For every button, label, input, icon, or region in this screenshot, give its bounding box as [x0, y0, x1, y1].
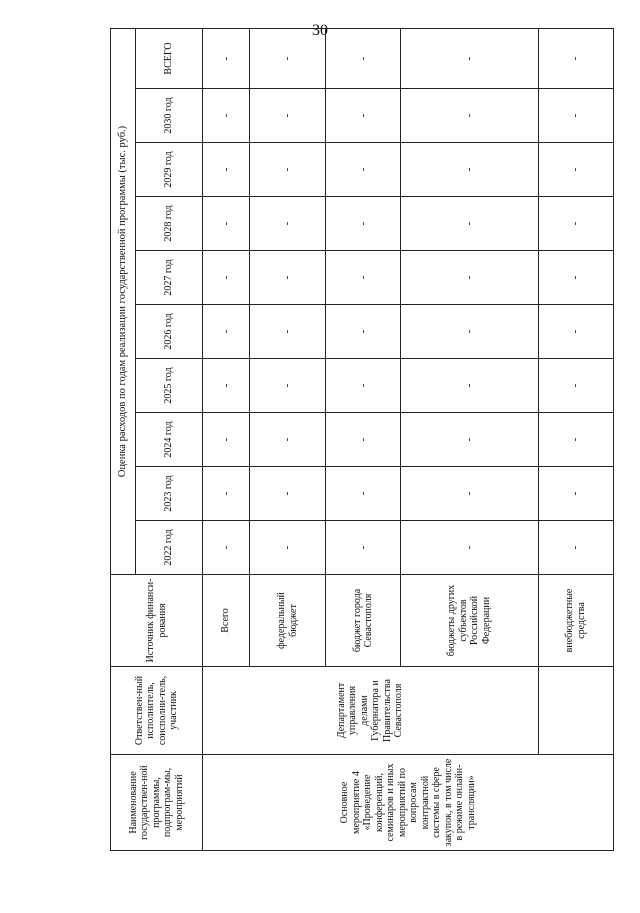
value-cell: -	[250, 89, 325, 143]
value-cell: -	[538, 521, 613, 575]
value-cell: -	[325, 143, 400, 197]
total-cell: -	[538, 28, 613, 88]
value-cell: -	[401, 359, 538, 413]
value-cell: -	[250, 305, 325, 359]
total-cell: -	[250, 28, 325, 88]
budget-table-rotated	[110, 42, 614, 851]
value-cell: -	[203, 143, 250, 197]
value-cell: -	[401, 197, 538, 251]
total-cell: -	[203, 28, 250, 88]
value-cell: -	[401, 467, 538, 521]
source-cell: бюджеты других субъектов Российской Федерации	[401, 575, 538, 667]
value-cell: -	[203, 305, 250, 359]
value-cell: -	[250, 467, 325, 521]
event-name-cell: Основное мероприятие 4 «Проведение конференций, семинаров и иных мероприятий по вопросам контрактной системы в сфере закупок, в том числе в режиме онлайн-трансляции»	[203, 755, 614, 851]
value-cell: -	[538, 89, 613, 143]
header-year: 2024 год	[136, 413, 203, 467]
value-cell: -	[325, 467, 400, 521]
header-source: Источник финанси-рования	[111, 575, 203, 667]
value-cell: -	[401, 251, 538, 305]
value-cell: -	[250, 197, 325, 251]
table-row	[538, 28, 613, 850]
value-cell: -	[401, 521, 538, 575]
value-cell: -	[325, 89, 400, 143]
header-year: 2026 год	[136, 305, 203, 359]
value-cell: -	[538, 359, 613, 413]
value-cell: -	[203, 467, 250, 521]
value-cell: -	[401, 413, 538, 467]
total-cell: -	[325, 28, 400, 88]
total-cell: -	[401, 28, 538, 88]
value-cell: -	[250, 359, 325, 413]
header-responsible: Ответствен-ный исполнитель, соисполни-тель, участник	[111, 667, 203, 755]
header-year: 2023 год	[136, 467, 203, 521]
source-cell: Всего	[203, 575, 250, 667]
value-cell: -	[203, 251, 250, 305]
header-year: 2028 год	[136, 197, 203, 251]
value-cell: -	[325, 305, 400, 359]
header-year: 2025 год	[136, 359, 203, 413]
header-year: 2027 год	[136, 251, 203, 305]
header-row-group	[111, 28, 136, 850]
value-cell: -	[250, 143, 325, 197]
responsible-empty-cell	[538, 667, 613, 755]
value-cell: -	[203, 413, 250, 467]
value-cell: -	[203, 359, 250, 413]
value-cell: -	[325, 521, 400, 575]
value-cell: -	[203, 89, 250, 143]
source-cell: бюджет города Севастополя	[325, 575, 400, 667]
source-cell: федеральный бюджет	[250, 575, 325, 667]
value-cell: -	[538, 413, 613, 467]
value-cell: -	[538, 197, 613, 251]
header-name: Наименование государствен-ной программы, подпрограм-мы, мероприятий	[111, 755, 203, 851]
value-cell: -	[401, 143, 538, 197]
value-cell: -	[325, 251, 400, 305]
value-cell: -	[250, 251, 325, 305]
value-cell: -	[538, 143, 613, 197]
value-cell: -	[250, 521, 325, 575]
page-number: 30	[312, 22, 328, 39]
source-cell: внебюджетные средства	[538, 575, 613, 667]
value-cell: -	[538, 467, 613, 521]
value-cell: -	[325, 413, 400, 467]
header-year: 2030 год	[136, 89, 203, 143]
value-cell: -	[203, 521, 250, 575]
header-expenses-group: Оценка расходов по годам реализации государственной программы (тыс. руб.)	[111, 28, 136, 574]
value-cell: -	[325, 359, 400, 413]
budget-table	[110, 28, 614, 851]
value-cell: -	[203, 197, 250, 251]
responsible-cell: Департамент управления делами Губернатора и Правительства Севастополя	[203, 667, 539, 755]
value-cell: -	[401, 305, 538, 359]
header-year: 2022 год	[136, 521, 203, 575]
value-cell: -	[401, 89, 538, 143]
value-cell: -	[250, 413, 325, 467]
header-total: ВСЕГО	[136, 28, 203, 88]
value-cell: -	[538, 305, 613, 359]
value-cell: -	[538, 251, 613, 305]
value-cell: -	[325, 197, 400, 251]
header-year: 2029 год	[136, 143, 203, 197]
table-row	[203, 28, 250, 850]
